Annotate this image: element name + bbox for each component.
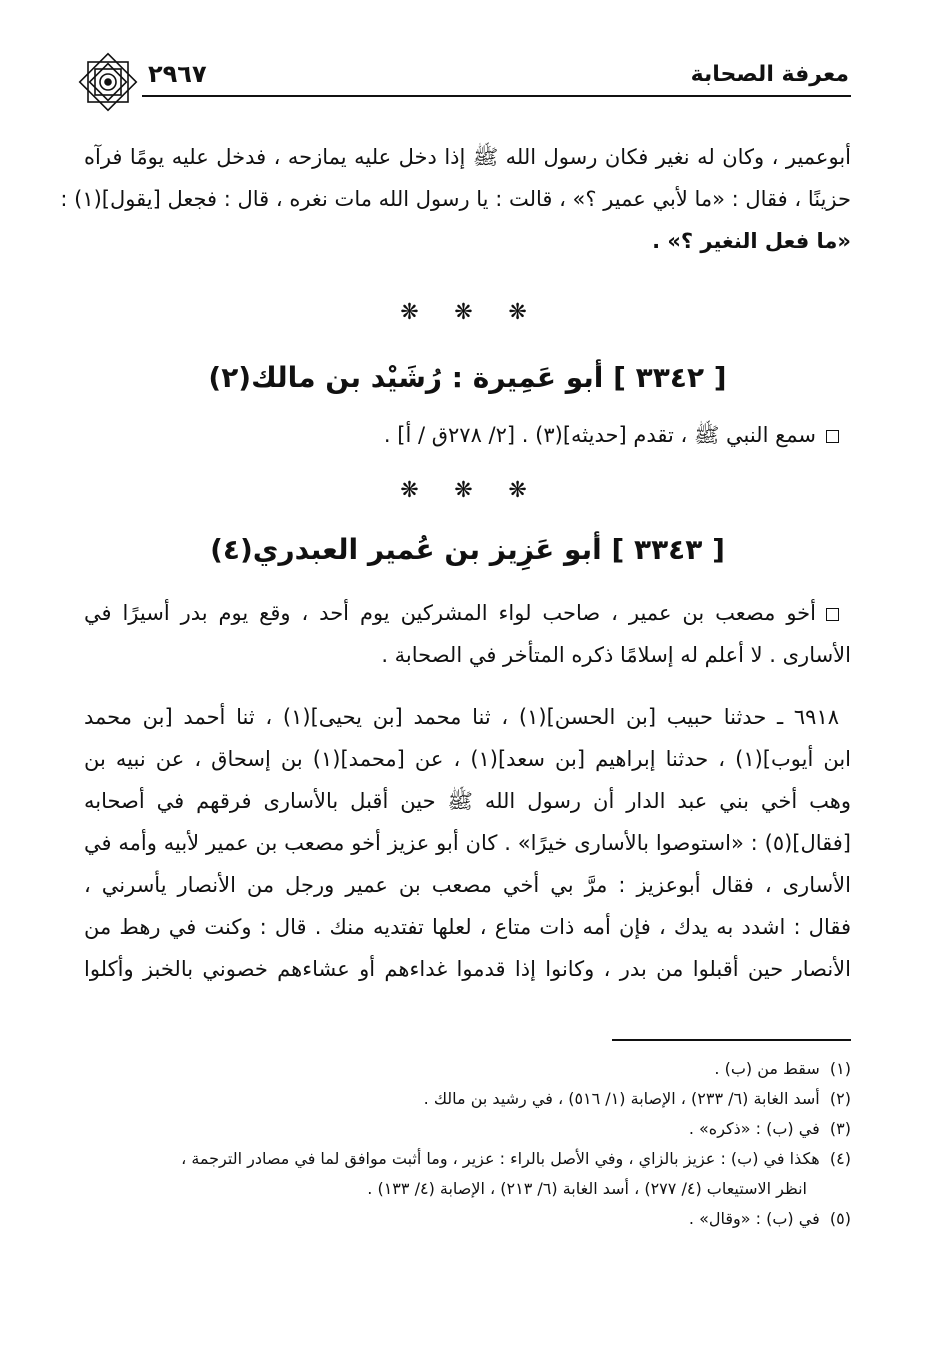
entry-heading-3343: [ ٣٣٤٣ ] أبو عَزِيز بن عُمير العبدري(٤): [210, 533, 725, 566]
text-line: الأسارى . لا أعلم له إسلامًا ذكره المتأخر في الصحابة .: [381, 643, 851, 667]
text-line: أبوعمير ، وكان له نغير فكان رسول الله ﷺ إذا دخل عليه يمازحه ، فدخل عليه يومًا فرآه: [84, 145, 851, 169]
square-bullet-icon: [826, 608, 839, 621]
hadith-6918: [84, 696, 851, 990]
footnote-2: (٢) أسد الغابة (٦/ ٢٣٣) ، الإصابة (١/ ٥١٦) ، في رشيد بن مالك .: [423, 1089, 851, 1108]
section-separator: ❋ ❋ ❋: [400, 300, 541, 325]
footnote-5: (٥) في (ب) : «وقال» .: [688, 1209, 851, 1228]
entry-3342-text: سمع النبي ﷺ ، تقدم [حديثه](٣) . [٢/ ٢٧٨ق / أ] .: [383, 423, 816, 447]
page-number: ٢٩٦٧: [148, 60, 207, 88]
text-line: «ما فعل النغير ؟» .: [652, 229, 851, 253]
text-line: الأسارى ، فقال أبوعزيز : مرَّ بي أخي مصعب بن عمير ورجل من الأنصار يأسرني ،: [84, 873, 851, 897]
footnote-4-continuation: انظر الاستيعاب (٤/ ٢٧٧) ، أسد الغابة (٦/ ٢١٣) ، الإصابة (٤/ ١٣٣) .: [367, 1179, 807, 1198]
text-line: فقال : اشدد به يدك ، فإن أمه ذات متاع ، لعلها تفتديه منك . قال : وكنت في رهط من: [84, 915, 851, 939]
square-bullet-icon: [826, 430, 839, 443]
opening-paragraph: [60, 136, 851, 262]
footnote-1: (١) سقط من (ب) .: [714, 1059, 851, 1078]
footnote-rule: [612, 1039, 851, 1041]
text-line: وهب أخي بني عبد الدار أن رسول الله ﷺ حين أقبل بالأسارى فرقهم في أصحابه: [84, 789, 851, 813]
footnote-4: (٤) هكذا في (ب) : عزيز بالزاي ، وفي الأصل بالراء : عزير ، وما أثبت موافق لما في مصادر الترجمة ،: [181, 1149, 851, 1168]
header-rule: [142, 95, 851, 97]
text-line: الأنصار حين أقبلوا من بدر ، وكانوا إذا قدموا غداءهم أو عشاءهم خصوني بالخبز وأكلوا: [84, 957, 851, 981]
running-title: معرفة الصحابة: [690, 62, 849, 87]
octagram-ornament-icon: [74, 48, 142, 116]
text-line: أخو مصعب بن عمير ، صاحب لواء المشركين يوم أحد ، وقع يوم بدر أسيرًا في: [84, 592, 851, 634]
section-separator: ❋ ❋ ❋: [400, 478, 541, 503]
entry-3342-body: [84, 414, 851, 456]
footnotes: [84, 1054, 851, 1234]
entry-heading-3342: [ ٣٣٤٢ ] أبو عَمِيرة : رُشَيْد بن مالك(٢): [208, 361, 727, 394]
text-line: ابن أيوب](١) ، حدثنا إبراهيم [بن سعد](١) ، عن [محمد](١) بن إسحاق ، عن نبيه بن: [84, 747, 852, 771]
footnote-3: (٣) في (ب) : «ذكره» .: [688, 1119, 851, 1138]
text-line: [فقال](٥) : «استوصوا بالأسارى خيرًا» . كان أبو عزيز أخو مصعب بن عمير لأبيه وأمه في: [84, 831, 851, 855]
text-line: ٦٩١٨ ـ حدثنا حبيب [بن الحسن](١) ، ثنا محمد [بن يحيى](١) ، ثنا أحمد [بن محمد: [84, 705, 840, 729]
entry-3343-intro: [84, 592, 851, 676]
text-line: [84, 414, 851, 456]
text-line: حزينًا ، فقال : «ما لأبي عمير ؟» ، قالت : يا رسول الله مات نغره ، قال : فجعل [يقول](١) :: [60, 187, 851, 211]
